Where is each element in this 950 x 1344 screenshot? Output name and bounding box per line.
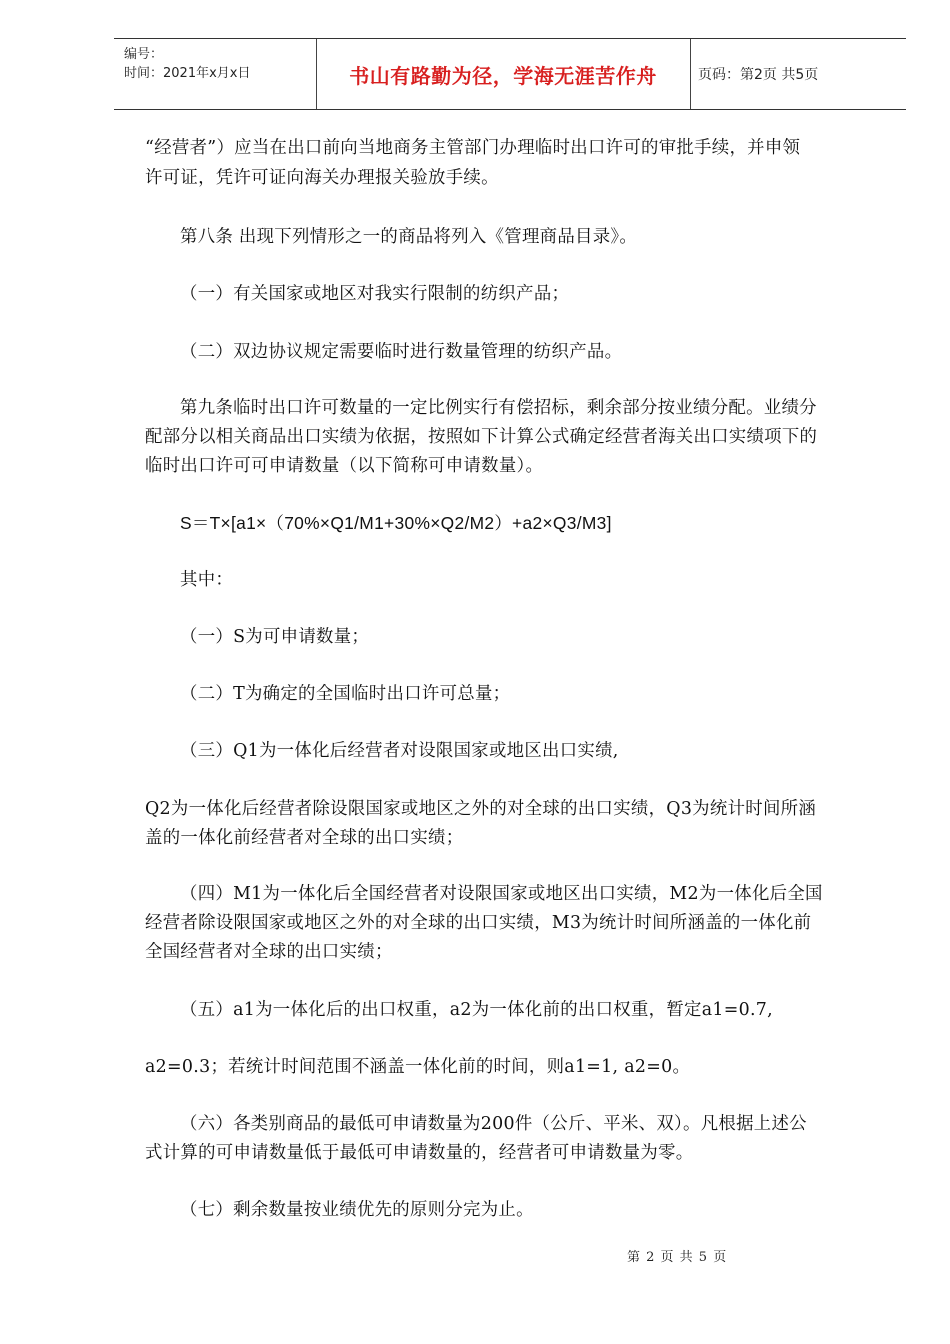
page-footer: 第 2 页 共 5 页 — [627, 1250, 728, 1265]
header-meta-cell — [114, 39, 317, 109]
list-item: （五）a1为一体化后的出口权重，a2为一体化前的出口权重，暂定a1=0.7, — [180, 1000, 774, 1020]
body-line: a2=0.3；若统计时间范围不涵盖一体化前的时间，则a1=1, a2=0。 — [145, 1057, 691, 1077]
document-number-label: 编号： — [124, 47, 164, 62]
article-8-heading: 第八条 出现下列情形之一的商品将列入《管理商品目录》。 — [180, 227, 638, 247]
body-line: 全国经营者对全球的出口实绩； — [145, 942, 393, 962]
page-header — [114, 38, 906, 110]
body-line: 经营者除设限国家或地区之外的对全球的出口实绩，M3为统计时间所涵盖的一体化前 — [145, 913, 812, 933]
header-slogan: 书山有路勤为径，学海无涯苦作舟 — [316, 39, 691, 109]
body-line: 许可证，凭许可证向海关办理报关验放手续。 — [145, 168, 499, 188]
body-line: 式计算的可申请数量低于最低可申请数量的，经营者可申请数量为零。 — [145, 1143, 694, 1163]
body-line: 其中： — [180, 570, 234, 590]
body-line: 配部分以相关商品出口实绩为依据，按照如下计算公式确定经营者海关出口实绩项下的 — [145, 427, 818, 447]
body-line: 盖的一体化前经营者对全球的出口实绩； — [145, 828, 464, 848]
body-line: “经营者”）应当在出口前向当地商务主管部门办理临时出口许可的审批手续，并申领 — [145, 138, 801, 158]
list-item: （六）各类别商品的最低可申请数量为200件（公斤、平米、双）。凡根据上述公 — [180, 1114, 807, 1134]
list-item: （二）T为确定的全国临时出口许可总量； — [180, 684, 511, 704]
formula: S＝T×[a1×（70%×Q1/M1+30%×Q2/M2）+a2×Q3/M3] — [180, 513, 612, 533]
header-page-info: 页码：第2页 共5页 — [698, 67, 819, 83]
body-line: 临时出口许可可申请数量（以下简称可申请数量）。 — [145, 456, 544, 476]
article-9-paragraph: 第九条临时出口许可数量的一定比例实行有偿招标，剩余部分按业绩分配。业绩分 — [180, 398, 817, 418]
list-item: （一）有关国家或地区对我实行限制的纺织产品； — [180, 284, 570, 304]
list-item: （三）Q1为一体化后经营者对设限国家或地区出口实绩, — [180, 741, 619, 761]
list-item: （二）双边协议规定需要临时进行数量管理的纺织产品。 — [180, 342, 623, 362]
list-item: （一）S为可申请数量； — [180, 627, 370, 647]
list-item: （四）M1为一体化后全国经营者对设限国家或地区出口实绩，M2为一体化后全国 — [180, 884, 823, 904]
document-time-label: 时间：2021年x月x日 — [124, 66, 251, 81]
list-item: （七）剩余数量按业绩优先的原则分完为止。 — [180, 1200, 534, 1220]
body-line: Q2为一体化后经营者除设限国家或地区之外的对全球的出口实绩，Q3为统计时间所涵 — [145, 799, 817, 819]
